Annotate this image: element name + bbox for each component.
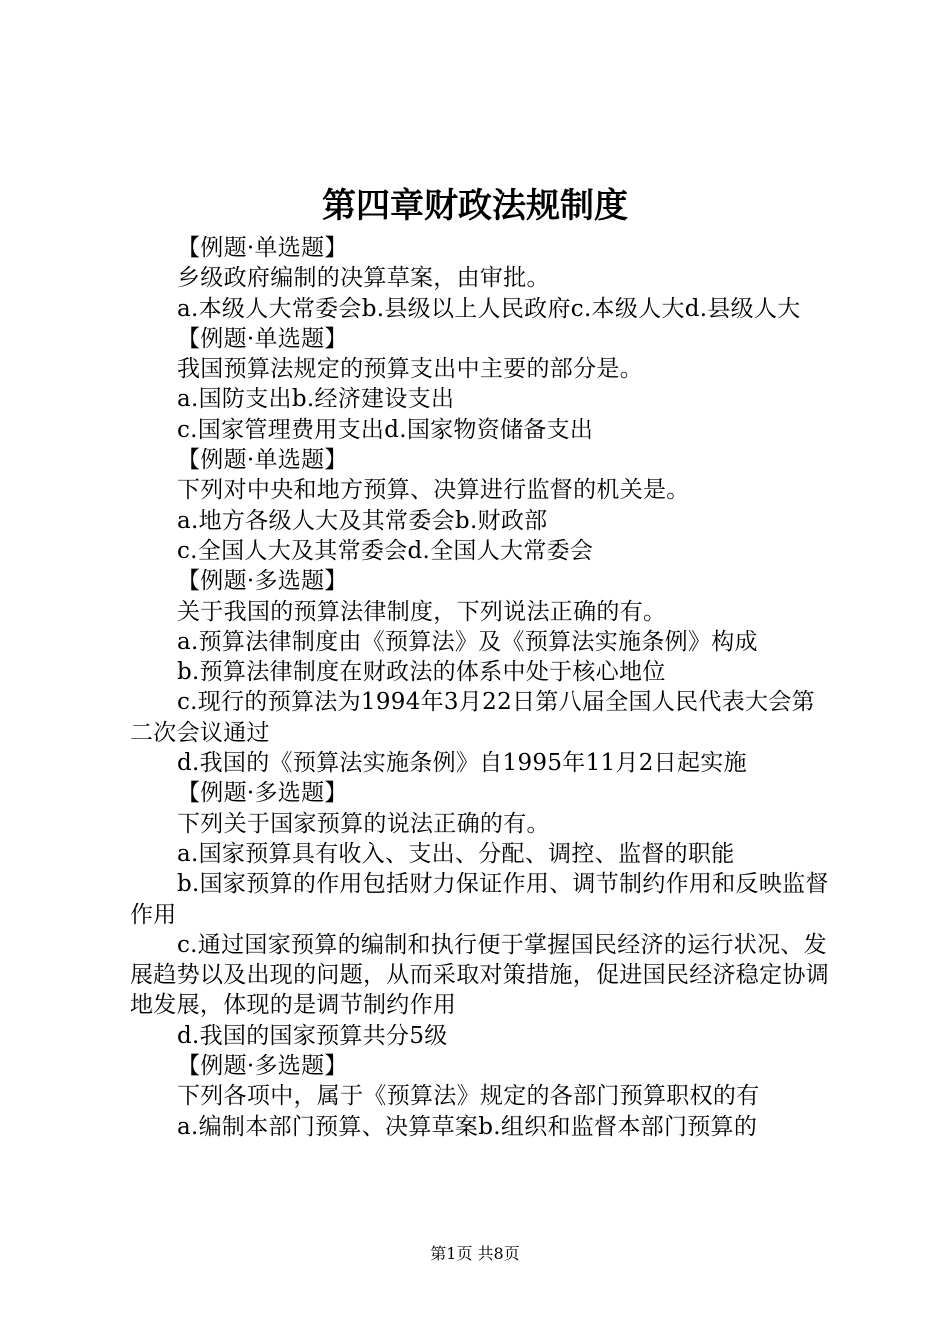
paragraph: 【例题·单选题】	[177, 325, 348, 352]
paragraph: a.本级人大常委会b.县级以上人民政府c.本级人大d.县级人大	[177, 295, 801, 322]
paragraph: 乡级政府编制的决算草案，由审批。	[177, 265, 550, 292]
paragraph: d.我国的国家预算共分5级	[177, 1022, 448, 1049]
paragraph: 关于我国的预算法律制度，下列说法正确的有。	[177, 598, 667, 625]
document-title: 第四章财政法规制度	[322, 186, 628, 226]
paragraph: 下列对中央和地方预算、决算进行监督的机关是。	[177, 477, 690, 504]
paragraph: c.全国人大及其常委会d.全国人大常委会	[177, 537, 594, 564]
paragraph: c.国家管理费用支出d.国家物资储备支出	[177, 416, 594, 443]
paragraph: 下列关于国家预算的说法正确的有。	[177, 810, 550, 837]
paragraph: 我国预算法规定的预算支出中主要的部分是。	[177, 356, 643, 383]
paragraph: 【例题·多选题】	[177, 1053, 348, 1080]
paragraph: 下列各项中，属于《预算法》规定的各部门预算职权的有	[177, 1083, 760, 1110]
paragraph: a.国防支出b.经济建设支出	[177, 386, 455, 413]
page-footer: 第1页 共8页	[430, 1244, 520, 1263]
paragraph: b.国家预算的作用包括财力保证作用、调节制约作用和反映监督作用	[130, 871, 829, 928]
paragraph: a.地方各级人大及其常委会b.财政部	[177, 507, 548, 534]
paragraph: c.现行的预算法为1994年3月22日第八届全国人民代表大会第二次会议通过	[130, 689, 815, 746]
document-body	[130, 233, 830, 1142]
paragraph: 【例题·单选题】	[177, 447, 348, 474]
paragraph: c.通过国家预算的编制和执行便于掌握国民经济的运行状况、发展趋势以及出现的问题，从而采取对策措施，促进国民经济稳定协调地发展，体现的是调节制约作用	[130, 931, 829, 1019]
paragraph: b.预算法律制度在财政法的体系中处于核心地位	[177, 659, 666, 686]
paragraph: a.国家预算具有收入、支出、分配、调控、监督的职能	[177, 840, 735, 867]
paragraph: a.预算法律制度由《预算法》及《预算法实施条例》构成	[177, 628, 758, 655]
paragraph: d.我国的《预算法实施条例》自1995年11月2日起实施	[177, 750, 747, 777]
paragraph: 【例题·单选题】	[177, 235, 348, 261]
paragraph: 【例题·多选题】	[177, 568, 348, 595]
paragraph: a.编制本部门预算、决算草案b.组织和监督本部门预算的	[177, 1113, 758, 1140]
paragraph: 【例题·多选题】	[177, 780, 348, 807]
